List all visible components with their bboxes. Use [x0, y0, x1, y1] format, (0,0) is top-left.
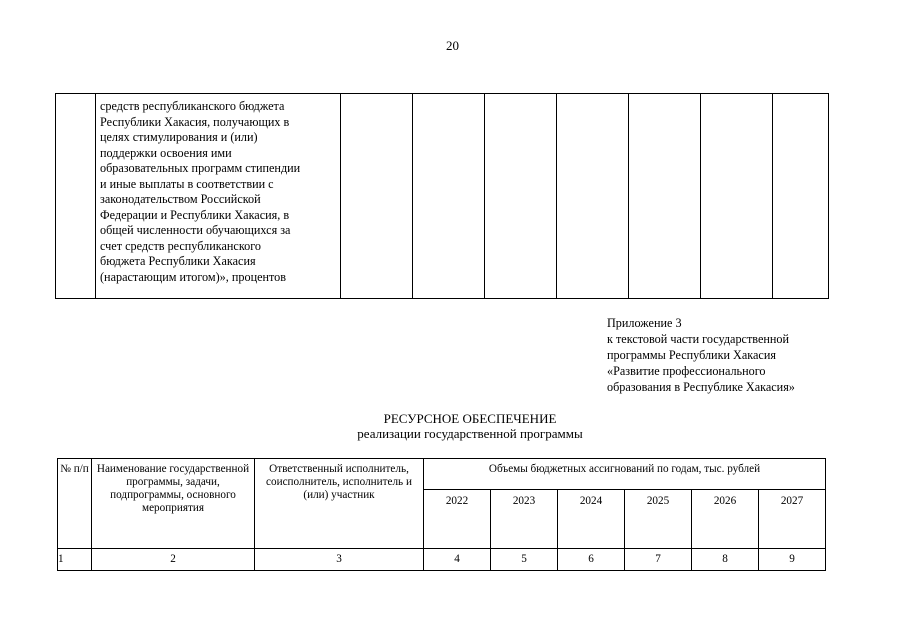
col-name-header: Наименование государственной программы, задачи, подпрограммы, основного мероприятия	[92, 459, 255, 549]
empty-cell	[701, 94, 773, 299]
empty-cell	[629, 94, 701, 299]
appendix-line: Приложение 3	[607, 316, 682, 330]
appendix-line: программы Республики Хакасия	[607, 348, 776, 362]
continued-table	[55, 93, 829, 299]
column-number: 2	[92, 549, 255, 571]
column-number: 4	[424, 549, 491, 571]
column-number: 9	[759, 549, 826, 571]
year-header: 2026	[692, 490, 759, 549]
text-line: законодательством Российской	[100, 192, 261, 206]
column-number: 7	[625, 549, 692, 571]
section-subtitle: реализации государственной программы	[357, 426, 583, 441]
text-line: Федерации и Республики Хакасия, в	[100, 207, 290, 222]
column-number: 1	[58, 549, 92, 571]
year-header: 2025	[625, 490, 692, 549]
col-budget-header: Объемы бюджетных ассигнований по годам, тыс. рублей	[424, 459, 826, 490]
empty-cell	[341, 94, 413, 299]
table-row	[56, 94, 829, 299]
text-line: и иные выплаты в соответствии с	[100, 176, 274, 191]
text-line: целях стимулирования и (или)	[100, 130, 258, 144]
text-line: (нарастающим итогом)», процентов	[100, 269, 287, 284]
column-number: 8	[692, 549, 759, 571]
indicator-name-cell	[96, 94, 341, 299]
text-line: Республики Хакасия, получающих в	[100, 114, 290, 129]
empty-cell	[773, 94, 829, 299]
empty-cell	[485, 94, 557, 299]
year-header: 2027	[759, 490, 826, 549]
section-title: РЕСУРСНОЕ ОБЕСПЕЧЕНИЕ	[383, 411, 557, 426]
page-number: 20	[446, 38, 459, 53]
year-header: 2023	[491, 490, 558, 549]
appendix-line: к текстовой части государственной	[607, 332, 790, 346]
appendix-note	[607, 315, 795, 395]
section-heading	[0, 411, 905, 441]
year-header: 2022	[424, 490, 491, 549]
resource-table	[57, 458, 826, 571]
text-line: бюджета Республики Хакасия	[100, 254, 256, 268]
indicator-name-text	[96, 94, 340, 285]
empty-cell	[413, 94, 485, 299]
column-number: 5	[491, 549, 558, 571]
text-line: образовательных программ стипендии	[100, 161, 301, 175]
text-line: общей численности обучающихся за	[100, 223, 291, 237]
column-number: 3	[255, 549, 424, 571]
table-row	[58, 549, 826, 571]
text-line: поддержки освоения ими	[100, 145, 232, 160]
text-line: средств республиканского бюджета	[100, 99, 285, 113]
text-line: счет средств республиканского	[100, 238, 262, 253]
empty-cell	[557, 94, 629, 299]
column-number: 6	[558, 549, 625, 571]
appendix-line: «Развитие профессионального	[607, 364, 766, 378]
col-num-header: № п/п	[58, 459, 92, 549]
appendix-line: образования в Республике Хакасия»	[607, 380, 795, 394]
empty-cell	[56, 94, 96, 299]
col-executor-header: Ответственный исполнитель, соисполнитель, исполнитель и (или) участник	[255, 459, 424, 549]
table-header-row	[58, 459, 826, 490]
year-header: 2024	[558, 490, 625, 549]
